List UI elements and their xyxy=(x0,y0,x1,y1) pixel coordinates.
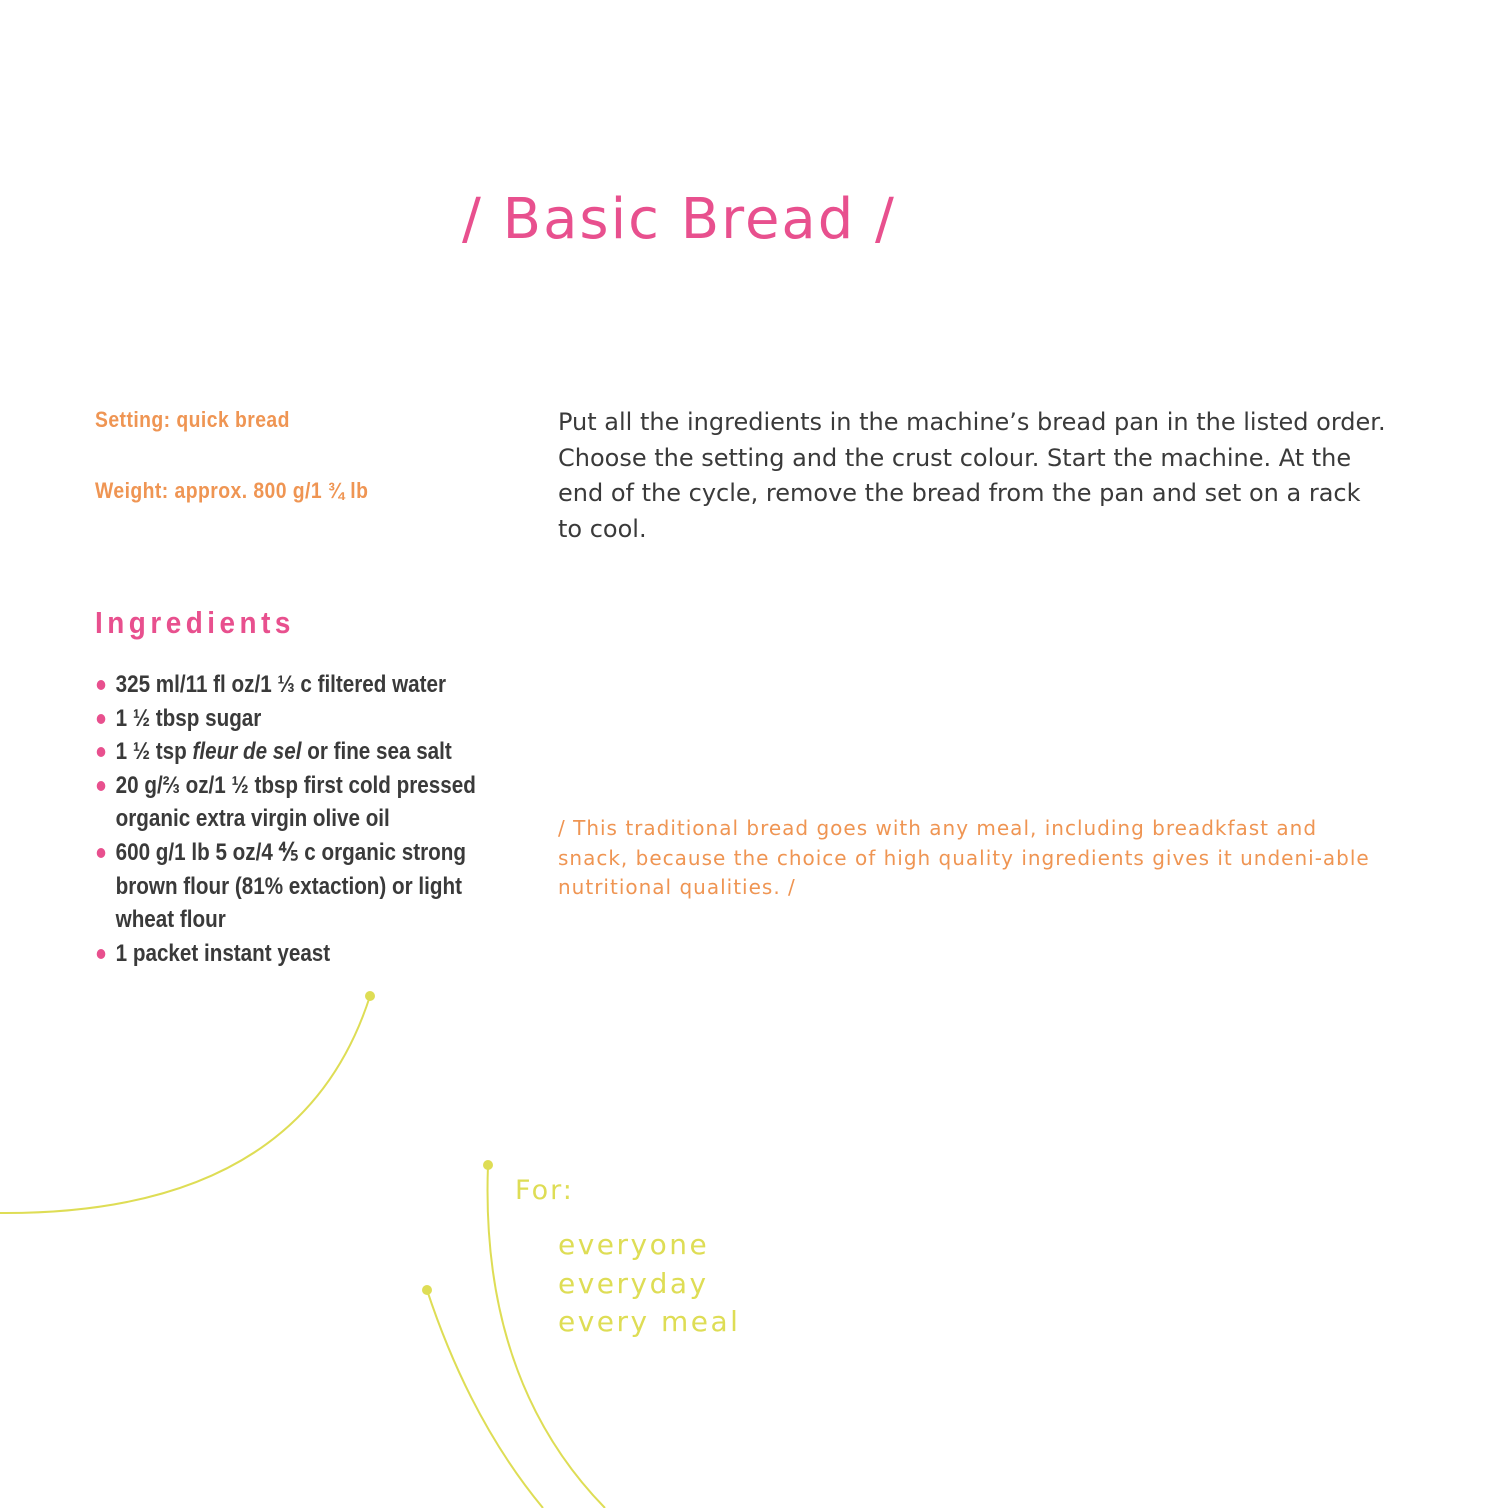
ingredients-heading: Ingredients xyxy=(95,605,295,640)
for-item: everyday xyxy=(558,1266,709,1300)
ingredient-list xyxy=(95,668,491,970)
ingredient-text-post: or fine sea salt xyxy=(301,738,452,766)
curve-dot-top xyxy=(365,991,375,1001)
ingredient-item xyxy=(95,836,491,937)
bullet-icon xyxy=(97,949,106,959)
ingredient-item xyxy=(95,769,491,836)
weight-label: Weight: approx. 800 g/1 ¾ lb xyxy=(95,478,369,503)
ingredient-text: 1 ½ tbsp sugar xyxy=(115,704,262,732)
bullet-icon xyxy=(97,781,106,791)
bullet-icon xyxy=(97,747,106,757)
ingredient-text: 325 ml/11 fl oz/1 ⅓ c filtered water xyxy=(115,671,447,698)
ingredient-text-emphasis: fleur de sel xyxy=(192,738,302,766)
for-label: For: xyxy=(515,1175,574,1206)
ingredient-item xyxy=(95,668,491,702)
curve-dot-lower xyxy=(422,1285,432,1295)
ingredient-text: 1 packet instant yeast xyxy=(115,939,331,967)
page-title: / Basic Bread / xyxy=(462,187,896,252)
bullet-icon xyxy=(97,680,106,690)
quote-text: / This traditional bread goes with any meal, including breadkfast and snack, because the choice of high quality ingredients gives it undeni-able nutritional qualities. / xyxy=(558,816,1370,899)
instructions-block xyxy=(558,405,1388,547)
setting-label: Setting: quick bread xyxy=(95,407,290,432)
ingredient-item xyxy=(95,702,491,736)
for-list xyxy=(558,1226,740,1342)
bullet-icon xyxy=(97,848,106,858)
curve-lower xyxy=(427,1290,543,1508)
curve-dot-middle xyxy=(483,1160,493,1170)
ingredient-item xyxy=(95,937,491,971)
instructions-text: Put all the ingredients in the machine’s bread pan in the listed order. Choose the setting and the crust colour. Start the machine. At the end of the cycle, remove the bread from the pan and set on a rack to cool. xyxy=(558,408,1386,543)
ingredient-text: 20 g/⅔ oz/1 ½ tbsp first cold pressed organic extra virgin olive oil xyxy=(115,771,476,833)
ingredient-text: 600 g/1 lb 5 oz/4 ⅘ c organic strong brown flour (81% extaction) or light wheat flour xyxy=(115,838,466,934)
bullet-icon xyxy=(97,714,106,724)
for-item: everyone xyxy=(558,1228,710,1261)
ingredient-item xyxy=(95,735,491,769)
ingredient-text-pre: 1 ½ tsp xyxy=(115,738,193,766)
curve-left xyxy=(0,996,370,1213)
for-item: every meal xyxy=(558,1305,741,1338)
